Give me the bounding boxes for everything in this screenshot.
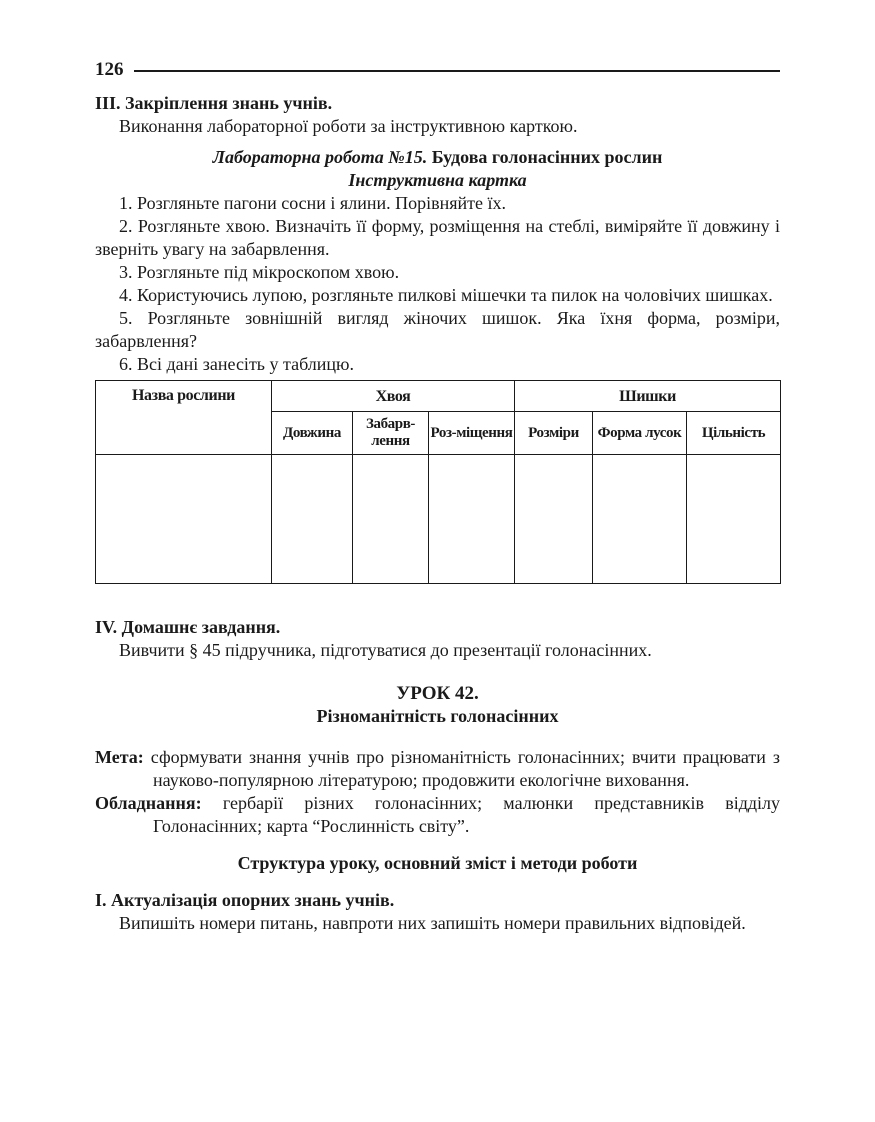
section-3-text: Виконання лабораторної роботи за інструктивною карткою. [119, 116, 578, 136]
table-header-sizes: Розміри [515, 412, 593, 455]
table-cell [515, 455, 593, 584]
table-header-integrity: Цільність [687, 412, 781, 455]
table-cell [429, 455, 515, 584]
lab-step-4: 4. Користуючись лупою, розгляньте пилкові мішечки та пилок на чоловічих шишках. [119, 285, 773, 305]
table-header-length: Довжина [272, 412, 353, 455]
lab-step-3: 3. Розгляньте під мікроскопом хвою. [119, 262, 400, 282]
equipment-text: гербарії різних голонасінних; малюнки представників відділу Голонасінних; карта “Рослинність світу”. [153, 793, 780, 836]
page [95, 58, 780, 935]
lab-step-1: 1. Розгляньте пагони сосни і ялини. Порівняйте їх. [119, 193, 506, 213]
table-cell [593, 455, 687, 584]
page-header [95, 58, 780, 82]
table-header-color: Забарв-лення [353, 412, 429, 455]
table-header-plant-name: Назва рослини [96, 381, 272, 455]
header-rule [134, 70, 781, 72]
lab-title [95, 146, 780, 169]
equipment-label: Обладнання: [95, 793, 202, 813]
lesson-subtitle: Різноманітність голонасінних [316, 706, 559, 726]
table-cell [96, 455, 272, 584]
lab-table [95, 380, 781, 584]
lesson-title: УРОК 42. [396, 683, 479, 704]
goal-text: сформувати знання учнів про різноманітність голонасінних; вчити працювати з науково-популярною літературою; продовжити екологічне виховання. [143, 747, 780, 790]
section-1-text: Випишіть номери питань, навпроти них запишіть номери правильних відповідей. [119, 913, 746, 933]
table-row [96, 455, 781, 584]
lab-step-6: 6. Всі дані занесіть у таблицю. [119, 354, 354, 374]
section-4-heading: IV. Домашнє завдання. [95, 617, 281, 637]
structure-heading: Структура уроку, основний зміст і методи роботи [237, 853, 638, 873]
section-4-text: Вивчити § 45 підручника, підготуватися до презентації голонасінних. [119, 640, 652, 660]
lab-step-2: 2. Розгляньте хвою. Визначіть її форму, розміщення на стеблі, виміряйте її довжину і зверніть увагу на забарвлення. [95, 216, 780, 259]
table-cell [687, 455, 781, 584]
lab-subtitle: Інструктивна картка [348, 170, 527, 190]
lab-step-5: 5. Розгляньте зовнішній вигляд жіночих шишок. Яка їхня форма, розміри, забарвлення? [95, 308, 780, 351]
lab-title-rest: Будова голонасінних рослин [427, 147, 663, 167]
table-cell [272, 455, 353, 584]
lesson-goal [95, 746, 780, 792]
lab-title-italic: Лабораторна робота №15. [212, 147, 428, 167]
section-3-heading: III. Закріплення знань учнів. [95, 93, 333, 113]
table-header-cones: Шишки [515, 381, 781, 412]
goal-label: Мета: [95, 747, 144, 767]
table-header-placement: Роз-міщення [429, 412, 515, 455]
lesson-equipment [95, 792, 780, 838]
table-header-needles: Хвоя [272, 381, 515, 412]
table-cell [353, 455, 429, 584]
section-1-heading: I. Актуалізація опорних знань учнів. [95, 890, 395, 910]
page-number: 126 [95, 59, 124, 80]
table-header-scale-shape: Форма лусок [593, 412, 687, 455]
